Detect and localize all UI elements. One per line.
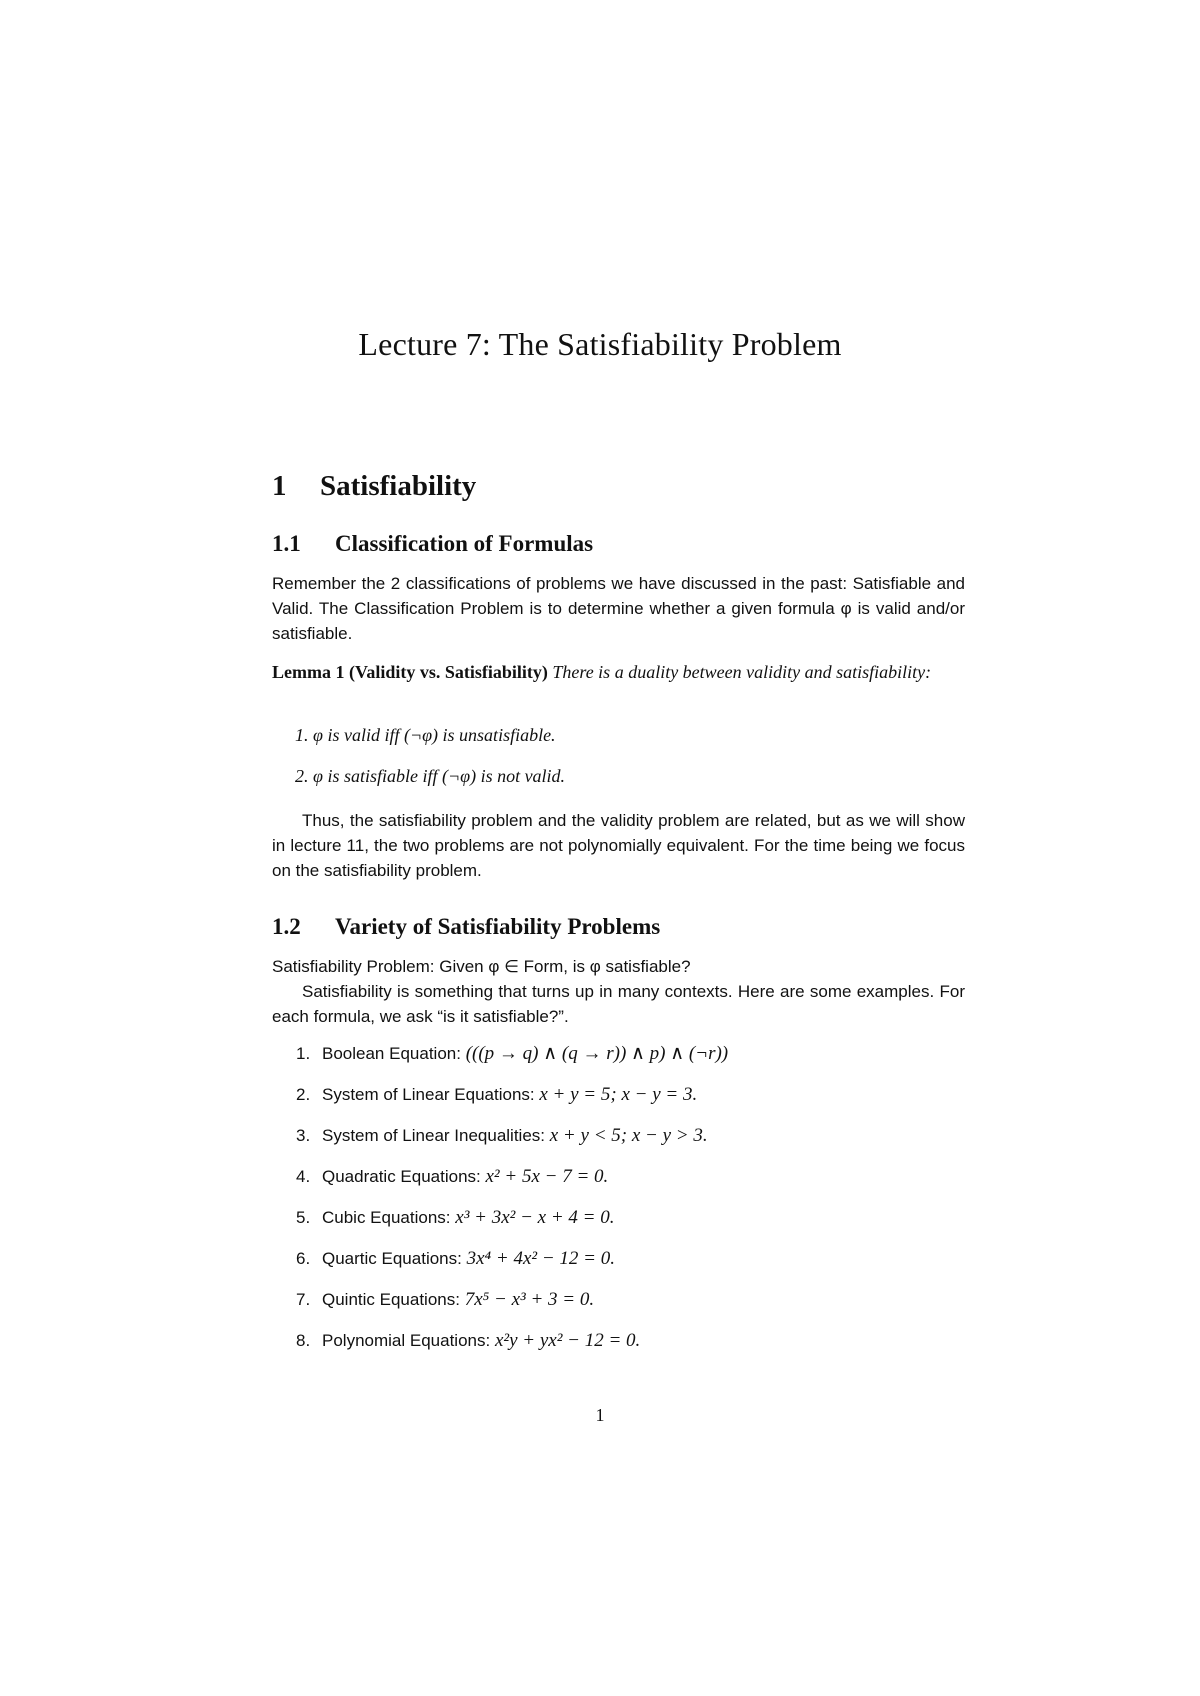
lemma-item-text: φ is valid iff (¬φ) is unsatisfiable.	[313, 725, 556, 745]
list-item-expression: x + y < 5; x − y > 3.	[549, 1125, 708, 1146]
section-title: Satisfiability	[320, 470, 477, 502]
paragraph-classification: Remember the 2 classifications of problems we have discussed in the past: Satisfiable and Valid. The Classification Problem is to determine whether a given formula φ is valid and/or satisfiable.	[272, 574, 965, 643]
page-number: 1	[595, 1405, 605, 1425]
list-item-number: 1.	[296, 1044, 311, 1063]
lemma-item	[295, 766, 565, 787]
list-item	[296, 1287, 594, 1312]
list-item	[296, 1205, 615, 1230]
list-item-number: 4.	[296, 1167, 311, 1186]
list-item-label: Cubic Equations:	[322, 1208, 451, 1227]
list-item-expression: 7x⁵ − x³ + 3 = 0.	[464, 1289, 595, 1310]
list-item-expression: x + y = 5; x − y = 3.	[539, 1084, 698, 1105]
paragraph-problem-definition: Satisfiability Problem: Given φ ∈ Form, is φ satisfiable?	[272, 957, 691, 976]
lemma-item-number: 1.	[295, 725, 309, 745]
subsection-heading-classification	[272, 531, 593, 557]
subsection-number: 1.1	[272, 531, 301, 556]
list-item	[296, 1082, 697, 1107]
list-item-label: Quadratic Equations:	[322, 1167, 481, 1186]
list-item-label: Polynomial Equations:	[322, 1331, 491, 1350]
subsection-title: Variety of Satisfiability Problems	[335, 914, 661, 939]
section-number: 1	[272, 470, 287, 502]
list-item	[296, 1246, 615, 1271]
list-item-number: 6.	[296, 1249, 311, 1268]
list-item	[296, 1123, 708, 1148]
list-item	[296, 1164, 608, 1189]
list-item-label: Quartic Equations:	[322, 1249, 462, 1268]
page-title: Lecture 7: The Satisfiability Problem	[358, 326, 842, 362]
lemma-block	[272, 660, 965, 685]
subsection-number: 1.2	[272, 914, 301, 939]
list-item-label: Boolean Equation:	[322, 1044, 461, 1063]
list-item-number: 5.	[296, 1208, 311, 1227]
list-item-number: 8.	[296, 1331, 311, 1350]
lemma-statement: There is a duality between validity and satisfiability:	[552, 662, 932, 682]
list-item-expression: x³ + 3x² − x + 4 = 0.	[455, 1207, 615, 1228]
subsection-title: Classification of Formulas	[335, 531, 594, 556]
list-item	[296, 1041, 728, 1066]
lemma-item-text: φ is satisfiable iff (¬φ) is not valid.	[313, 766, 566, 786]
list-item-number: 3.	[296, 1126, 311, 1145]
list-item-expression: (((p → q) ∧ (q → r)) ∧ p) ∧ (¬r))	[465, 1043, 729, 1064]
list-item-expression: 3x⁴ + 4x² − 12 = 0.	[466, 1248, 615, 1269]
lemma-label: Lemma 1 (Validity vs. Satisfiability)	[272, 662, 548, 682]
lemma-item-number: 2.	[295, 766, 309, 786]
list-item-label: Quintic Equations:	[322, 1290, 460, 1309]
list-item-label: System of Linear Inequalities:	[322, 1126, 546, 1145]
paragraph-examples-intro: Satisfiability is something that turns up in many contexts. Here are some examples. For each formula, we ask “is it satisfiable?”.	[272, 982, 965, 1026]
lemma-item	[295, 725, 556, 746]
subsection-heading-variety	[272, 914, 660, 940]
list-item-number: 2.	[296, 1085, 311, 1104]
section-heading-satisfiability	[272, 470, 476, 503]
list-item-number: 7.	[296, 1290, 311, 1309]
list-item-expression: x² + 5x − 7 = 0.	[485, 1166, 609, 1187]
list-item-expression: x²y + yx² − 12 = 0.	[494, 1330, 641, 1351]
paragraph-duality: Thus, the satisfiability problem and the validity problem are related, but as we will show in lecture 11, the two problems are not polynomially equivalent. For the time being we focus on the satisfiability problem.	[272, 811, 965, 880]
list-item	[296, 1328, 640, 1353]
list-item-label: System of Linear Equations:	[322, 1085, 535, 1104]
